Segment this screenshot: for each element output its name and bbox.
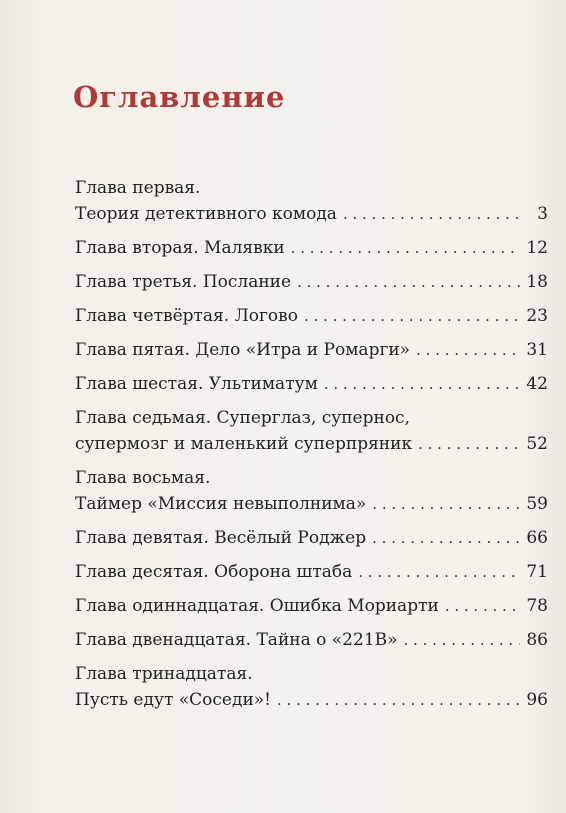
dot-leader [416,337,520,363]
dot-leader [445,593,520,619]
toc-entry[interactable] [75,269,548,295]
toc-entry[interactable] [75,525,548,551]
dot-leader [324,371,520,397]
chapter-title: Глава одиннадцатая. Ошибка Мориарти [75,596,439,616]
chapter-title: Глава вторая. Малявки [75,238,285,258]
page-number: 3 [537,204,548,224]
chapter-title: Глава десятая. Оборона штаба [75,562,353,582]
toc-entry-title-line [75,627,548,653]
page-number: 42 [526,374,548,394]
page-number: 23 [526,306,548,326]
chapter-title: Глава двенадцатая. Тайна о «221B» [75,630,398,650]
page-number: 31 [526,340,548,360]
chapter-title: Глава шестая. Ультиматум [75,374,318,394]
dot-leader [277,687,520,713]
toc-entry[interactable] [75,465,548,517]
toc-entry-title-line [75,687,548,713]
dot-leader [372,525,520,551]
page-number: 66 [526,528,548,548]
toc-entry-title-line [75,337,548,363]
toc-entry-title-line [75,235,548,261]
chapter-title: Пусть едут «Соседи»! [75,690,272,710]
chapter-title: Глава третья. Послание [75,272,292,292]
page-number: 96 [526,690,548,710]
toc-entry[interactable] [75,337,548,363]
chapter-title: Таймер «Миссия невыполнима» [75,494,367,514]
chapter-title: Глава седьмая. Суперглаз, супернос, [75,408,410,428]
toc-entry-title-line [75,371,548,397]
dot-leader [343,201,520,227]
toc-entry[interactable] [75,235,548,261]
table-of-contents [75,175,548,721]
chapter-title: Глава восьмая. [75,468,211,488]
dot-leader [358,559,520,585]
toc-entry[interactable] [75,175,548,227]
toc-entry[interactable] [75,303,548,329]
dot-leader [372,491,520,517]
chapter-title: Глава тринадцатая. [75,664,253,684]
page-number: 59 [526,494,548,514]
toc-entry-title-line [75,491,548,517]
toc-entry-heading-line [75,405,548,431]
page-number: 18 [526,272,548,292]
page-number: 52 [526,434,548,454]
toc-entry-title-line [75,201,548,227]
toc-entry-title-line [75,593,548,619]
chapter-title: Глава четвёртая. Логово [75,306,298,326]
page-number: 78 [526,596,548,616]
dot-leader [404,627,520,653]
toc-entry[interactable] [75,405,548,457]
page-title: Оглавление [73,80,286,114]
page-number: 71 [526,562,548,582]
dot-leader [418,431,520,457]
toc-entry-title-line [75,431,548,457]
toc-entry[interactable] [75,593,548,619]
dot-leader [304,303,520,329]
chapter-title: Глава пятая. Дело «Итра и Ромарги» [75,340,411,360]
chapter-title: супермозг и маленький суперпряник [75,434,413,454]
toc-entry-title-line [75,303,548,329]
toc-entry[interactable] [75,627,548,653]
toc-entry-title-line [75,559,548,585]
toc-entry-heading-line [75,465,548,491]
toc-entry-heading-line [75,175,548,201]
toc-entry[interactable] [75,661,548,713]
toc-entry[interactable] [75,559,548,585]
toc-entry-heading-line [75,661,548,687]
toc-entry-title-line [75,269,548,295]
toc-entry-title-line [75,525,548,551]
chapter-title: Глава девятая. Весёлый Роджер [75,528,367,548]
chapter-title: Глава первая. [75,178,201,198]
chapter-title: Теория детективного комода [75,204,337,224]
page-number: 12 [526,238,548,258]
toc-entry[interactable] [75,371,548,397]
page-number: 86 [526,630,548,650]
dot-leader [297,269,520,295]
dot-leader [291,235,520,261]
